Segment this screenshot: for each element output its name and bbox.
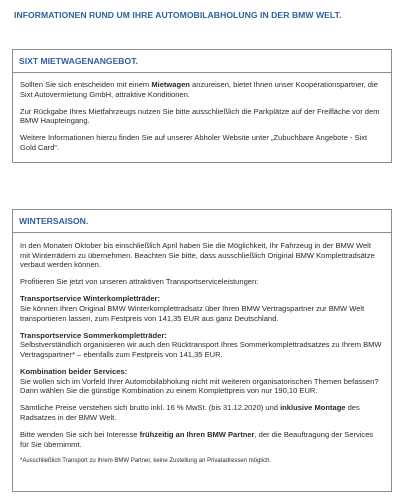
page-title: INFORMATIONEN RUND UM IHRE AUTOMOBILABHOLUNG IN DER BMW WELT. <box>14 10 342 20</box>
winter-wheels-heading: Transportservice Winterkompletträder: <box>20 294 161 304</box>
winter-wheels-service: Transportservice Winterkompletträder: Sie können Ihren Original BMW Winterkomplettradsatz über Ihren BMW Vertragspartner zur BMW Welt transportieren lassen, zum Festpreis von 141,35 EUR aus ganz Deutschland. <box>20 294 365 323</box>
combined-service-heading: Kombination beider Services: <box>20 366 128 376</box>
sixt-paragraph-intro: Sollten Sie sich entscheiden mit einem Mietwagen anzureisen, bietet Ihnen unser Kooperationspartner, die Sixt Autovermietung GmbH, attraktive Konditionen. <box>20 80 378 99</box>
sixt-offer-heading: SIXT MIETWAGENANGEBOT. <box>13 50 391 73</box>
contact-paragraph: Bitte wenden Sie sich bei Interesse frühzeitig an Ihren BMW Partner, der die Beauftragung der Services für Sie übernimmt. <box>20 429 374 449</box>
prices-paragraph: Sämtliche Preise verstehen sich brutto inkl. 16 % MwSt. (bis 31.12.2020) und inklusive Montage des Radsatzes in der BMW Welt. <box>20 403 360 422</box>
sixt-offer-section <box>12 49 392 163</box>
sixt-paragraph-info: Weitere Informationen hierzu finden Sie auf unserer Abholer Website unter „Zubuchbare Angebote - Sixt Gold Card“. <box>20 133 368 152</box>
combined-service: Kombination beider Services: Sie wollen sich im Vorfeld Ihrer Automobilabholung nicht mit weiteren organisatorischen Themen befassen? Dann wählen Sie die günstige Kombination zu einem Komplettpreis von nur 190,10 EUR. <box>20 366 379 396</box>
sixt-paragraph-return: Zur Rückgabe Ihres Mietfahrzeugs nutzen Sie bitte ausschließlich die Parkplätze auf der Freifläche vor dem BMW Haupteingang. <box>20 106 380 126</box>
summer-wheels-service: Transportservice Sommerkompletträder: Selbstverständlich organisieren wir auch den Rücktransport Ihres Sommerkomplettradsatzes zu Ihrem BMW Vertragspartner* – ebenfalls zum Festpreis von 141,35 EUR. <box>20 330 382 359</box>
winter-intro-paragraph: In den Monaten Oktober bis einschließlich April haben Sie die Möglichkeit, Ihr Fahrzeug in der BMW Welt mit Winterrädern zu übernehmen. Beachten Sie bitte, dass ausschließlich Original BMW Komplettradsätze verbaut werden können. <box>20 241 375 270</box>
winter-profit-paragraph: Profitieren Sie jetzt von unseren attraktiven Transportserviceleistungen: <box>20 277 259 287</box>
summer-wheels-heading: Transportservice Sommerkompletträder: <box>20 330 167 340</box>
winter-season-heading: WINTERSAISON. <box>13 210 391 233</box>
footnote: *Ausschließlich Transport zu Ihrem BMW Partner, keine Zustellung an Privatadressen möglich. <box>20 457 272 464</box>
winter-season-section <box>12 209 392 492</box>
